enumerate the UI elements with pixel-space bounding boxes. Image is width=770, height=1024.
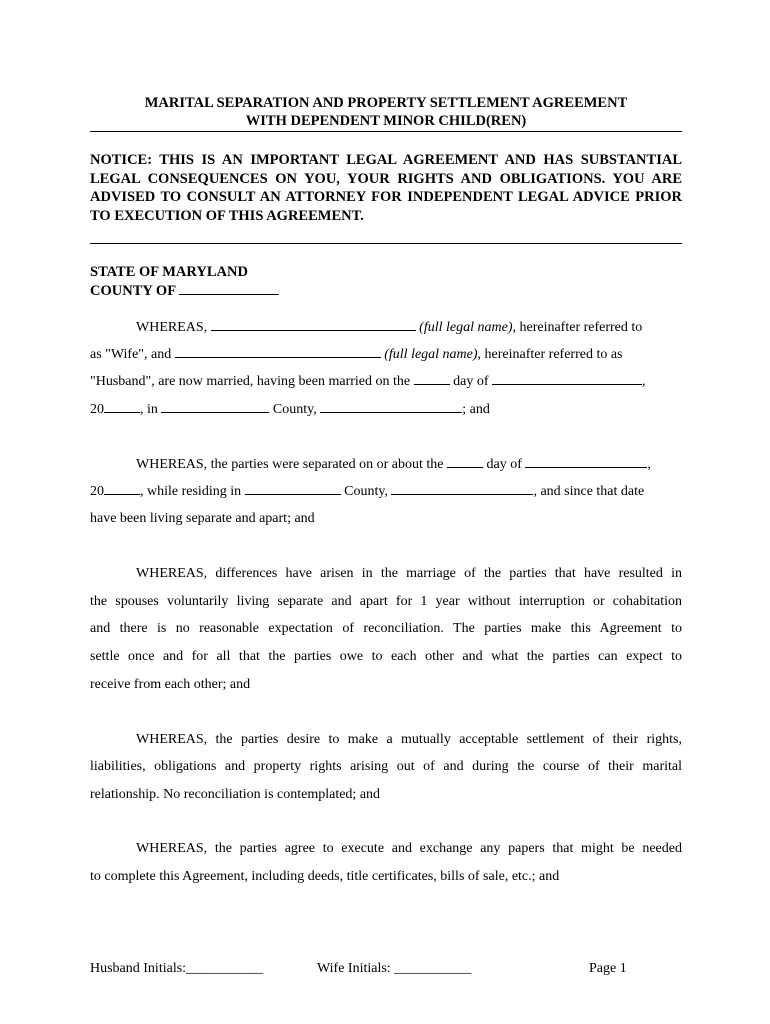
recital-text: County,	[272, 402, 317, 417]
recital-text: (full legal name),	[419, 320, 516, 335]
recital-4-line-1: WHEREAS, the parties desire to make a mutually acceptable settlement of their rights,	[136, 732, 682, 747]
recital-4-line-3: relationship. No reconciliation is contemplated; and	[90, 787, 381, 802]
county-blank[interactable]	[179, 282, 279, 295]
marriage-day-blank[interactable]	[414, 372, 450, 385]
recital-5-line-1: WHEREAS, the parties agree to execute and exchange any papers that might be needed	[136, 841, 682, 856]
recital-text: "Husband", are now married, having been married on the	[90, 374, 411, 389]
recital-text: WHEREAS, the parties were separated on or about the	[136, 457, 444, 472]
recital-3-line-3: and there is no reasonable expectation of reconciliation. The parties make this Agreement to	[90, 621, 682, 636]
recital-3-line-2: the spouses voluntarily living separate and apart for 1 year without interruption or cohabitation	[90, 594, 682, 609]
notice-divider	[90, 243, 682, 244]
state-heading: STATE OF MARYLAND	[90, 264, 248, 280]
recital-text: 20	[90, 402, 104, 417]
separation-month-blank[interactable]	[525, 455, 647, 468]
marriage-county-blank[interactable]	[161, 400, 269, 413]
husband-initials-field[interactable]: Husband Initials:___________	[90, 961, 264, 976]
marriage-state-blank[interactable]	[320, 400, 462, 413]
title-divider	[90, 131, 682, 132]
recital-text: day of	[453, 374, 489, 389]
county-label: COUNTY OF	[90, 283, 176, 299]
recital-text: , in	[140, 402, 158, 417]
separation-year-blank[interactable]	[104, 482, 140, 495]
document-title-line1: MARITAL SEPARATION AND PROPERTY SETTLEMENT AGREEMENT	[144, 95, 628, 111]
recital-1-line-2	[90, 345, 682, 364]
husband-name-blank[interactable]	[175, 345, 381, 358]
recital-text: ,	[642, 374, 646, 389]
recital-text: 20	[90, 484, 104, 499]
recital-text: hereinafter referred to	[519, 320, 643, 335]
recital-5-line-2: to complete this Agreement, including deeds, title certificates, bills of sale, etc.; and	[90, 869, 560, 884]
recital-4-line-2: liabilities, obligations and property rights arising out of and during the course of their marital	[90, 759, 682, 774]
recital-3-line-1: WHEREAS, differences have arisen in the marriage of the parties that have resulted in	[136, 566, 682, 581]
marriage-year-blank[interactable]	[104, 400, 140, 413]
recital-text: County,	[344, 484, 388, 499]
recital-text: hereinafter referred to as	[484, 347, 623, 362]
recital-text: day of	[486, 457, 522, 472]
recital-text: (full legal name),	[384, 347, 482, 362]
separation-day-blank[interactable]	[447, 455, 483, 468]
recital-text: , while residing in	[140, 484, 242, 499]
recital-1-line-3	[90, 372, 682, 391]
recital-2-line-3: have been living separate and apart; and	[90, 511, 315, 526]
wife-initials-field[interactable]: Wife Initials: ___________	[317, 961, 472, 976]
recital-text: ,	[647, 457, 651, 472]
residence-county-blank[interactable]	[245, 482, 341, 495]
recital-text: WHEREAS,	[136, 320, 208, 335]
wife-name-blank[interactable]	[211, 318, 416, 331]
document-title-line2: WITH DEPENDENT MINOR CHILD(REN)	[245, 113, 527, 129]
recital-1-line-4	[90, 400, 682, 419]
recital-3-line-4: settle once and for all that the parties owe to each other and what the parties can expect to	[90, 649, 682, 664]
county-heading	[90, 282, 279, 300]
recital-3-line-5: receive from each other; and	[90, 677, 251, 692]
recital-text: ; and	[462, 402, 490, 417]
page-number: Page 1	[589, 961, 627, 976]
legal-notice: NOTICE: THIS IS AN IMPORTANT LEGAL AGREEMENT AND HAS SUBSTANTIAL LEGAL CONSEQUENCES ON YOU, YOUR RIGHTS AND OBLIGATIONS. YOU ARE ADVISED TO CONSULT AN ATTORNEY FOR INDEPENDENT LEGAL ADVICE PRIOR TO EXECUTION OF THIS AGREEMENT.	[90, 152, 682, 224]
recital-2-line-1	[90, 455, 682, 474]
recital-2-line-2	[90, 482, 682, 501]
residence-state-blank[interactable]	[391, 482, 533, 495]
marriage-month-blank[interactable]	[492, 372, 642, 385]
recital-text: , and since that date	[533, 484, 645, 499]
recital-text: as "Wife", and	[90, 347, 172, 362]
recital-1-line-1	[90, 318, 682, 337]
